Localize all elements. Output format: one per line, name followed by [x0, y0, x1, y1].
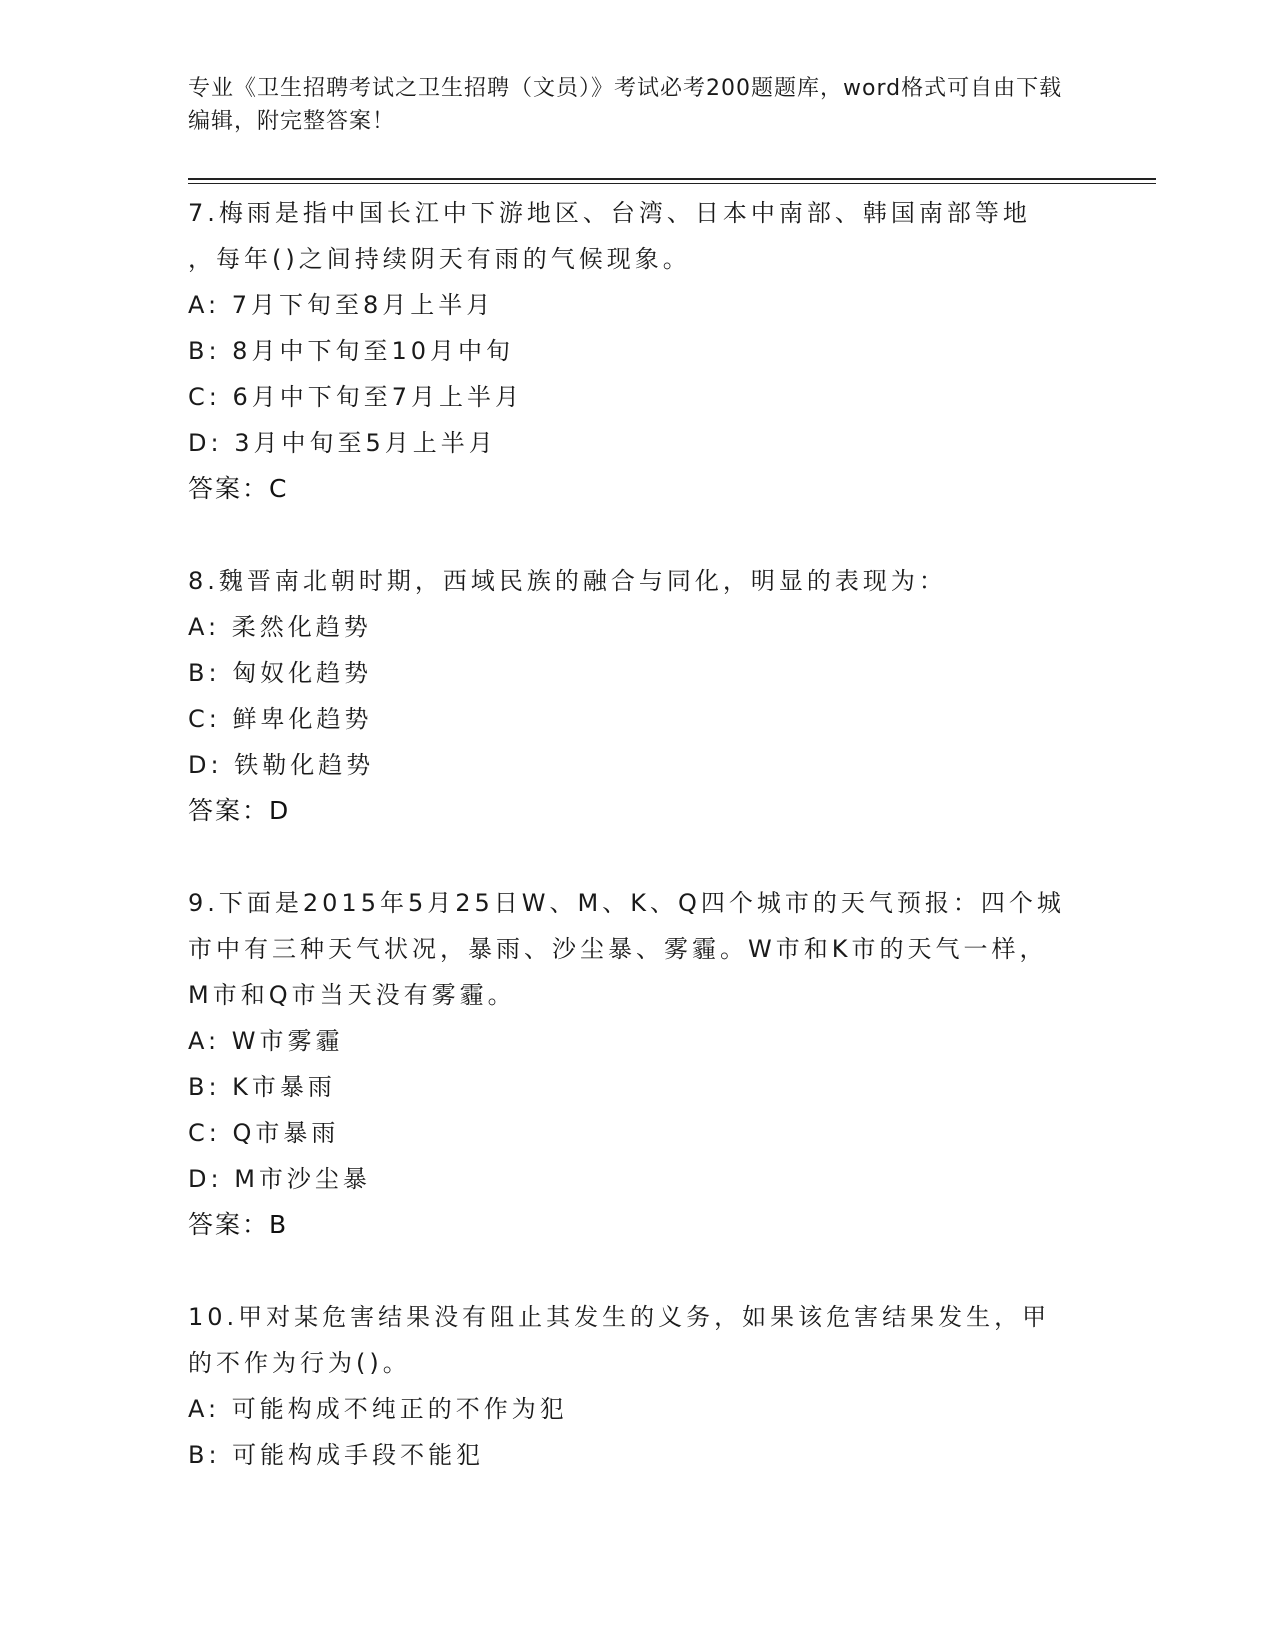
question-text: 的不作为行为()。: [188, 1349, 411, 1377]
option-a: A: 柔然化趋势: [188, 613, 372, 641]
question-8: [188, 558, 1088, 834]
option-d: D: M市沙尘暴: [188, 1165, 371, 1193]
header-divider-thick: [188, 178, 1156, 180]
question-text: M市和Q市当天没有雾霾。: [188, 981, 516, 1009]
answer: 答案：C: [188, 474, 289, 503]
question-text: 9.下面是2015年5月25日W、M、K、Q四个城市的天气预报：四个城: [188, 889, 1065, 917]
question-7: [188, 190, 1088, 512]
question-list: [188, 190, 1088, 1524]
option-b: B: K市暴雨: [188, 1073, 336, 1101]
question-10: [188, 1294, 1088, 1478]
answer: 答案：B: [188, 1210, 289, 1239]
option-a: A: 可能构成不纯正的不作为犯: [188, 1395, 568, 1423]
header-divider-thin: [188, 183, 1156, 184]
option-b: B: 匈奴化趋势: [188, 659, 373, 687]
question-text: 10.甲对某危害结果没有阻止其发生的义务，如果该危害结果发生，甲: [188, 1303, 1051, 1331]
answer: 答案：D: [188, 796, 291, 825]
option-c: C: 6月中下旬至7月上半月: [188, 383, 524, 411]
question-text: ，每年()之间持续阴天有雨的气候现象。: [188, 245, 691, 273]
question-text: 8.魏晋南北朝时期，西域民族的融合与同化，明显的表现为：: [188, 567, 947, 595]
question-9: [188, 880, 1088, 1248]
option-a: A: 7月下旬至8月上半月: [188, 291, 495, 319]
option-a: A: W市雾霾: [188, 1027, 344, 1055]
option-d: D: 3月中旬至5月上半月: [188, 429, 497, 457]
option-b: B: 可能构成手段不能犯: [188, 1441, 485, 1469]
option-d: D: 铁勒化趋势: [188, 751, 375, 779]
option-b: B: 8月中下旬至10月中旬: [188, 337, 514, 365]
question-text: 市中有三种天气状况，暴雨、沙尘暴、雾霾。W市和K市的天气一样，: [188, 935, 1048, 963]
document-header: 专业《卫生招聘考试之卫生招聘（文员）》考试必考200题题库，word格式可自由下载编辑，附完整答案！: [188, 76, 1063, 134]
question-text: 7.梅雨是指中国长江中下游地区、台湾、日本中南部、韩国南部等地: [188, 199, 1031, 227]
option-c: C: Q市暴雨: [188, 1119, 340, 1147]
option-c: C: 鲜卑化趋势: [188, 705, 373, 733]
